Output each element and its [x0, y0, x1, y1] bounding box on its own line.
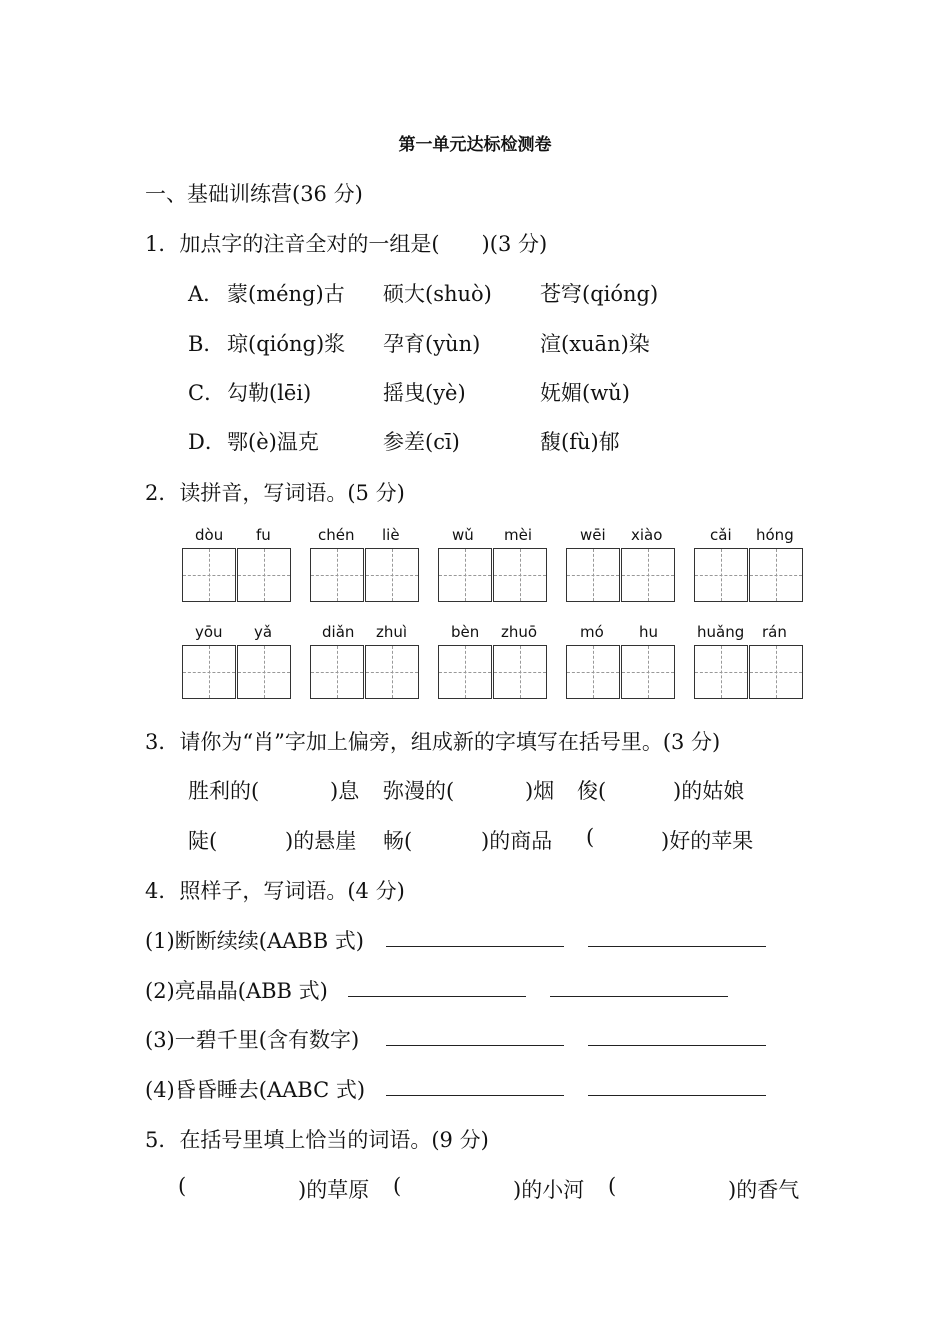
blank-close: )烟: [525, 779, 555, 803]
writing-box[interactable]: [566, 645, 620, 699]
blank-open: 弥漫的(: [383, 779, 455, 803]
item-label: (3)一碧千里(含有数字): [145, 1028, 360, 1052]
writing-box[interactable]: [493, 548, 547, 602]
writing-box[interactable]: [182, 645, 236, 699]
blank-close: )的悬崖: [285, 829, 357, 853]
pinyin-label: diǎn: [322, 623, 355, 641]
item-label: (2)亮晶晶(ABB 式): [145, 979, 328, 1003]
writing-box[interactable]: [365, 645, 419, 699]
question-5-prompt: 5．在括号里填上恰当的词语。(9 分): [145, 1128, 489, 1152]
pinyin-label: fu: [256, 526, 271, 544]
blank-close: )的香气: [728, 1178, 800, 1202]
section-heading: 一、基础训练营(36 分): [145, 182, 363, 206]
answer-line[interactable]: [348, 996, 526, 997]
option-item: 蒙(méng)古: [227, 282, 345, 306]
writing-box[interactable]: [621, 548, 675, 602]
answer-line[interactable]: [386, 946, 564, 947]
blank-open: 胜利的(: [188, 779, 260, 803]
question-2-prompt: 2．读拼音，写词语。(5 分): [145, 481, 405, 505]
pinyin-label: mó: [580, 623, 604, 641]
blank-open: (: [586, 825, 595, 849]
option-item: 苍穹(qióng): [540, 282, 659, 306]
pinyin-label: yǎ: [254, 623, 273, 641]
question-3-prompt: 3．请你为“肖”字加上偏旁，组成新的字填写在括号里。(3 分): [145, 730, 721, 754]
blank-close: )的商品: [481, 829, 553, 853]
blank-close: )息: [330, 779, 360, 803]
pinyin-label: rán: [762, 623, 787, 641]
option-item: 渲(xuān)染: [540, 332, 650, 356]
blank-open: 俊(: [577, 779, 607, 803]
pinyin-label: dòu: [195, 526, 224, 544]
option-item: 硕大(shuò): [383, 282, 492, 306]
pinyin-label: zhuì: [376, 623, 408, 641]
item-label: (1)断断续续(AABB 式): [145, 929, 365, 953]
writing-box[interactable]: [749, 645, 803, 699]
pinyin-label: xiào: [631, 526, 663, 544]
answer-line[interactable]: [588, 946, 766, 947]
answer-line[interactable]: [386, 1045, 564, 1046]
item-label: (4)昏昏睡去(AABC 式): [145, 1078, 366, 1102]
pinyin-label: huǎng: [697, 623, 745, 641]
pinyin-label: liè: [382, 526, 400, 544]
writing-box[interactable]: [438, 548, 492, 602]
question-4-prompt: 4．照样子，写词语。(4 分): [145, 879, 405, 903]
pinyin-label: wēi: [580, 526, 606, 544]
blank-close: )好的苹果: [661, 829, 754, 853]
option-item: 参差(cī): [383, 430, 460, 454]
answer-line[interactable]: [386, 1095, 564, 1096]
answer-line[interactable]: [550, 996, 728, 997]
blank-close: )的姑娘: [673, 779, 745, 803]
pinyin-label: hóng: [756, 526, 794, 544]
writing-box[interactable]: [310, 645, 364, 699]
blank-open: (: [178, 1174, 187, 1198]
option-label: D．: [188, 430, 226, 454]
option-item: 馥(fù)郁: [540, 430, 620, 454]
pinyin-label: mèi: [504, 526, 533, 544]
writing-box[interactable]: [694, 645, 748, 699]
option-label: B．: [188, 332, 225, 356]
blank-close: )的小河: [513, 1178, 585, 1202]
question-1-prompt: 1．加点字的注音全对的一组是( )(3 分): [145, 232, 548, 256]
option-item: 琼(qióng)浆: [227, 332, 346, 356]
writing-box[interactable]: [749, 548, 803, 602]
pinyin-label: cǎi: [710, 526, 732, 544]
option-label: C．: [188, 381, 226, 405]
writing-box[interactable]: [237, 548, 291, 602]
page-title: 第一单元达标检测卷: [398, 135, 552, 155]
pinyin-label: zhuō: [501, 623, 538, 641]
blank-open: (: [393, 1174, 402, 1198]
writing-box[interactable]: [438, 645, 492, 699]
writing-box[interactable]: [310, 548, 364, 602]
blank-open: 畅(: [383, 829, 413, 853]
option-item: 勾勒(lēi): [227, 381, 312, 405]
blank-close: )的草原: [298, 1178, 370, 1202]
blank-open: 陡(: [188, 829, 218, 853]
option-item: 摇曳(yè): [383, 381, 466, 405]
writing-box[interactable]: [182, 548, 236, 602]
option-item: 孕育(yùn): [383, 332, 481, 356]
answer-line[interactable]: [588, 1045, 766, 1046]
pinyin-label: hu: [639, 623, 659, 641]
pinyin-label: bèn: [451, 623, 480, 641]
writing-box[interactable]: [237, 645, 291, 699]
writing-box[interactable]: [621, 645, 675, 699]
blank-open: (: [608, 1174, 617, 1198]
writing-box[interactable]: [694, 548, 748, 602]
pinyin-label: chén: [318, 526, 355, 544]
writing-box[interactable]: [365, 548, 419, 602]
option-label: A．: [188, 282, 225, 306]
pinyin-label: wǔ: [452, 526, 474, 544]
answer-line[interactable]: [588, 1095, 766, 1096]
writing-box[interactable]: [493, 645, 547, 699]
option-item: 妩媚(wǔ): [540, 381, 630, 405]
pinyin-label: yōu: [195, 623, 223, 641]
writing-box[interactable]: [566, 548, 620, 602]
option-item: 鄂(è)温克: [227, 430, 319, 454]
